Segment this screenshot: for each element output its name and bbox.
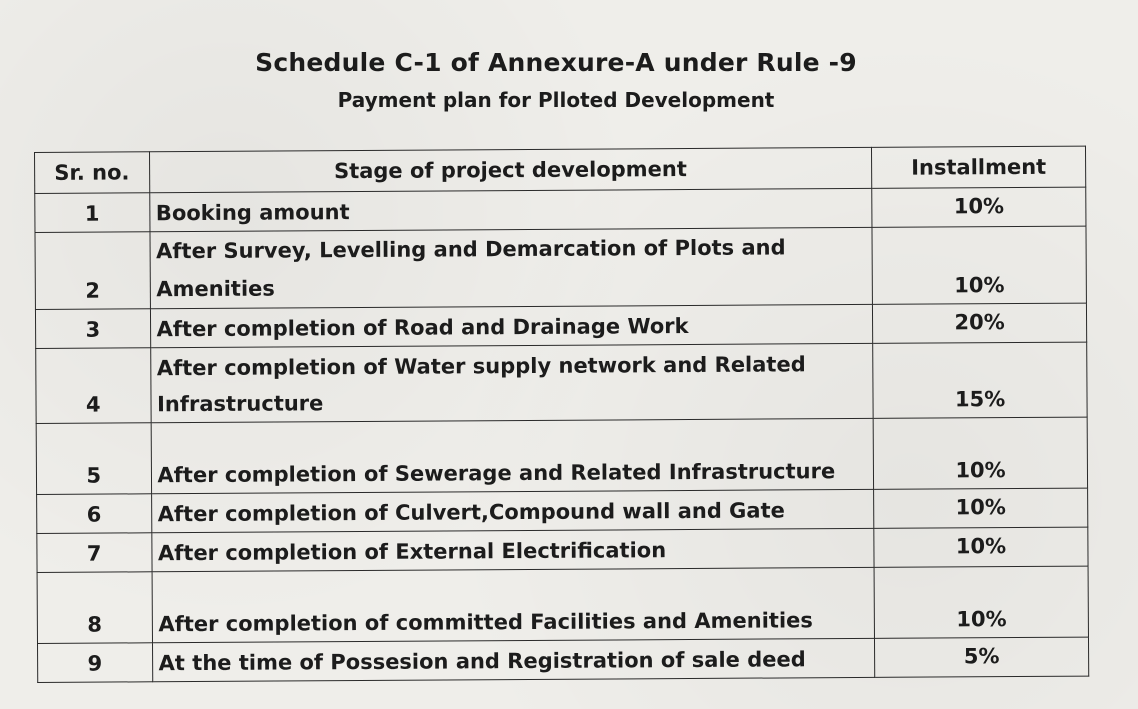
sr-no-cell: 1	[35, 193, 150, 233]
installment-cell: 10%	[874, 527, 1088, 567]
sr-no-cell: 5	[36, 423, 151, 495]
table-row	[35, 303, 1086, 348]
stage-cell: After completion of committed Facilities and Amenities	[152, 567, 875, 642]
stage-cell: After completion of Water supply network and Related Infrastructure	[150, 343, 873, 422]
header-sr-no: Sr. no.	[35, 152, 150, 194]
stage-cell: After completion of External Electrification	[151, 528, 874, 571]
stage-cell: Booking amount	[149, 188, 872, 231]
table-row	[35, 226, 1086, 309]
stage-cell: After Survey, Levelling and Demarcation of Plots and Amenities	[150, 227, 873, 308]
table-row	[37, 566, 1088, 643]
sr-no-cell: 8	[37, 572, 152, 644]
table-row	[38, 637, 1089, 682]
table-row	[35, 187, 1086, 232]
sr-no-cell: 4	[36, 348, 151, 424]
stage-cell: After completion of Culvert,Compound wall and Gate	[151, 489, 874, 532]
sr-no-cell: 2	[35, 232, 150, 310]
payment-plan-table	[34, 146, 1089, 683]
stage-cell: After completion of Sewerage and Related Infrastructure	[151, 418, 874, 493]
stage-cell: At the time of Possesion and Registration of sale deed	[152, 638, 875, 681]
installment-cell: 10%	[872, 226, 1086, 304]
installment-cell: 10%	[873, 417, 1087, 489]
sr-no-cell: 9	[38, 643, 153, 683]
sr-no-cell: 6	[37, 494, 152, 534]
installment-cell: 10%	[874, 566, 1088, 638]
header-stage: Stage of project development	[149, 147, 872, 192]
document-title: Schedule C-1 of Annexure-A under Rule -9	[255, 48, 857, 77]
sr-no-cell: 3	[35, 309, 150, 349]
header-installment: Installment	[872, 146, 1086, 188]
table-row	[37, 488, 1088, 533]
table-header-row	[35, 146, 1086, 193]
table-row	[36, 417, 1087, 494]
sr-no-cell: 7	[37, 533, 152, 573]
installment-cell: 15%	[873, 342, 1087, 418]
installment-cell: 20%	[873, 303, 1087, 343]
installment-cell: 5%	[875, 637, 1089, 677]
document-subtitle: Payment plan for Plloted Development	[337, 88, 775, 112]
installment-cell: 10%	[874, 488, 1088, 528]
table-row	[37, 527, 1088, 572]
table-row	[36, 342, 1087, 423]
stage-cell: After completion of Road and Drainage Work	[150, 304, 873, 347]
installment-cell: 10%	[872, 187, 1086, 227]
